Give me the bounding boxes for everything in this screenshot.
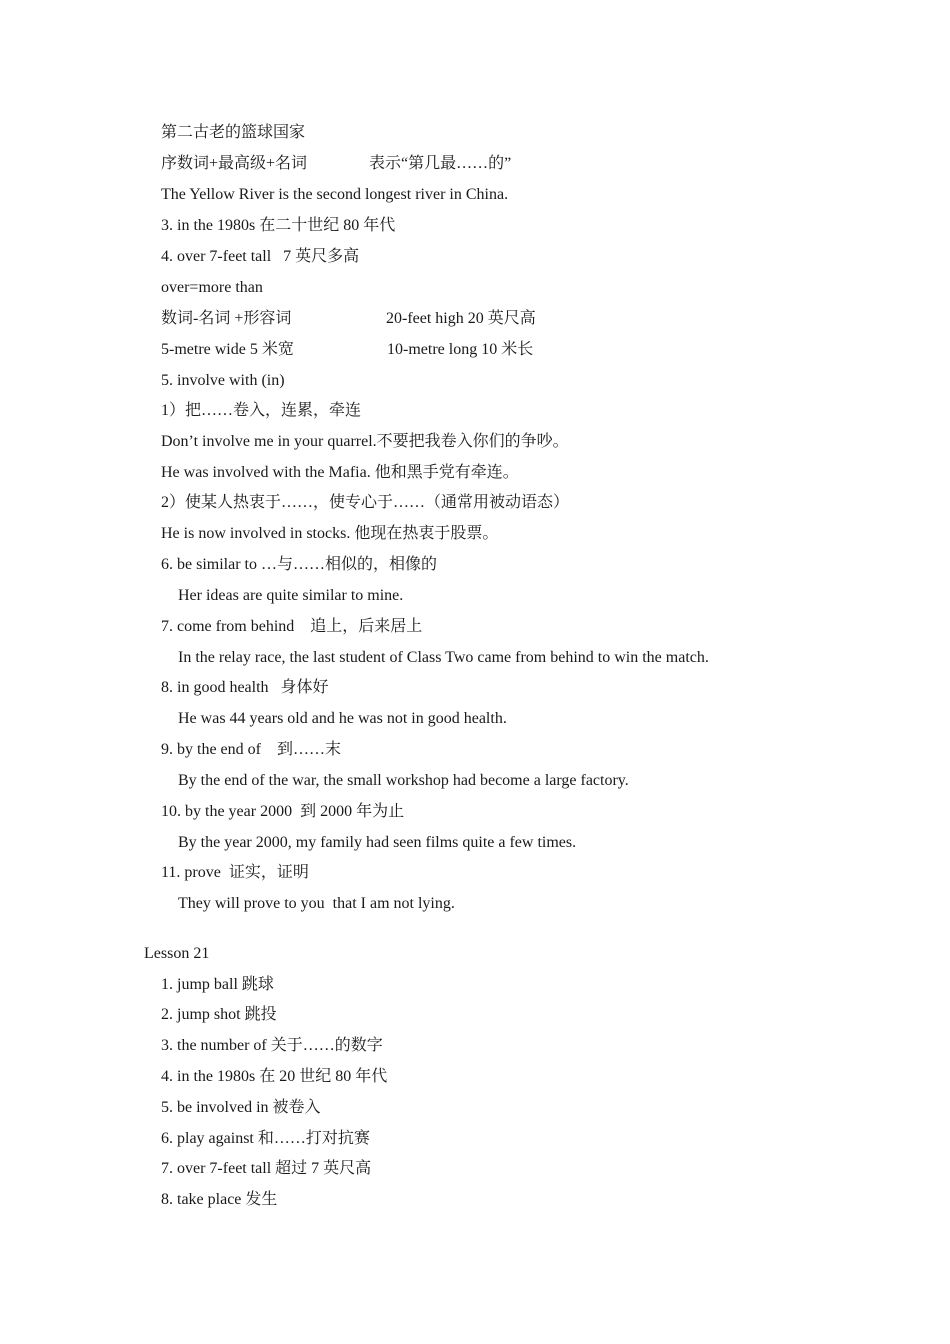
- text-line: The Yellow River is the second longest river in China.: [161, 186, 509, 203]
- text-line: Her ideas are quite similar to mine.: [178, 587, 404, 604]
- text-line: 10. by the year 2000 到 2000 年为止: [161, 803, 405, 820]
- text-line: 4. over 7-feet tall 7 英尺多高: [161, 248, 360, 265]
- list-item: 3. the number of 关于……的数字: [161, 1037, 383, 1054]
- text-line: Don’t involve me in your quarrel.不要把我卷入你们的争吵。: [161, 433, 569, 450]
- list-item: 1. jump ball 跳球: [161, 976, 274, 993]
- text-line: They will prove to you that I am not lying.: [178, 895, 455, 912]
- text-line: 7. come from behind 追上，后来居上: [161, 618, 423, 635]
- text-line: 9. by the end of 到……末: [161, 741, 341, 758]
- text-line: over=more than: [161, 279, 263, 296]
- text-line: 3. in the 1980s 在二十世纪 80 年代: [161, 217, 396, 234]
- text-line: 20-feet high 20 英尺高: [386, 310, 536, 327]
- text-line: He was 44 years old and he was not in good health.: [178, 710, 507, 727]
- text-line: 2）使某人热衷于……，使专心于……（通常用被动语态）: [161, 494, 570, 511]
- list-item: 6. play against 和……打对抗赛: [161, 1130, 370, 1147]
- text-line: 5. involve with (in): [161, 372, 285, 389]
- text-line: 10-metre long 10 米长: [387, 341, 534, 358]
- text-line: By the year 2000, my family had seen films quite a few times.: [178, 834, 577, 851]
- text-line: 11. prove 证实，证明: [161, 864, 309, 881]
- list-item: 8. take place 发生: [161, 1191, 278, 1208]
- text-line: 第二古老的篮球国家: [161, 124, 306, 141]
- text-line: 1）把……卷入，连累，牵连: [161, 402, 362, 419]
- text-line: 数词-名词 +形容词: [161, 310, 292, 327]
- text-line: 表示“第几最……的”: [369, 155, 512, 172]
- text-line: He was involved with the Mafia. 他和黑手党有牵连。: [161, 464, 519, 481]
- section-heading: Lesson 21: [144, 945, 210, 962]
- text-line: 8. in good health 身体好: [161, 679, 329, 696]
- text-line: 6. be similar to …与……相似的，相像的: [161, 556, 437, 573]
- list-item: 7. over 7-feet tall 超过 7 英尺高: [161, 1160, 372, 1177]
- text-line: In the relay race, the last student of Class Two came from behind to win the match.: [178, 649, 709, 666]
- list-item: 5. be involved in 被卷入: [161, 1099, 321, 1116]
- list-item: 4. in the 1980s 在 20 世纪 80 年代: [161, 1068, 388, 1085]
- text-line: 5-metre wide 5 米宽: [161, 341, 294, 358]
- list-item: 2. jump shot 跳投: [161, 1006, 277, 1023]
- text-line: 序数词+最高级+名词: [161, 155, 308, 172]
- text-line: He is now involved in stocks. 他现在热衷于股票。: [161, 525, 499, 542]
- text-line: By the end of the war, the small workshop had become a large factory.: [178, 772, 629, 789]
